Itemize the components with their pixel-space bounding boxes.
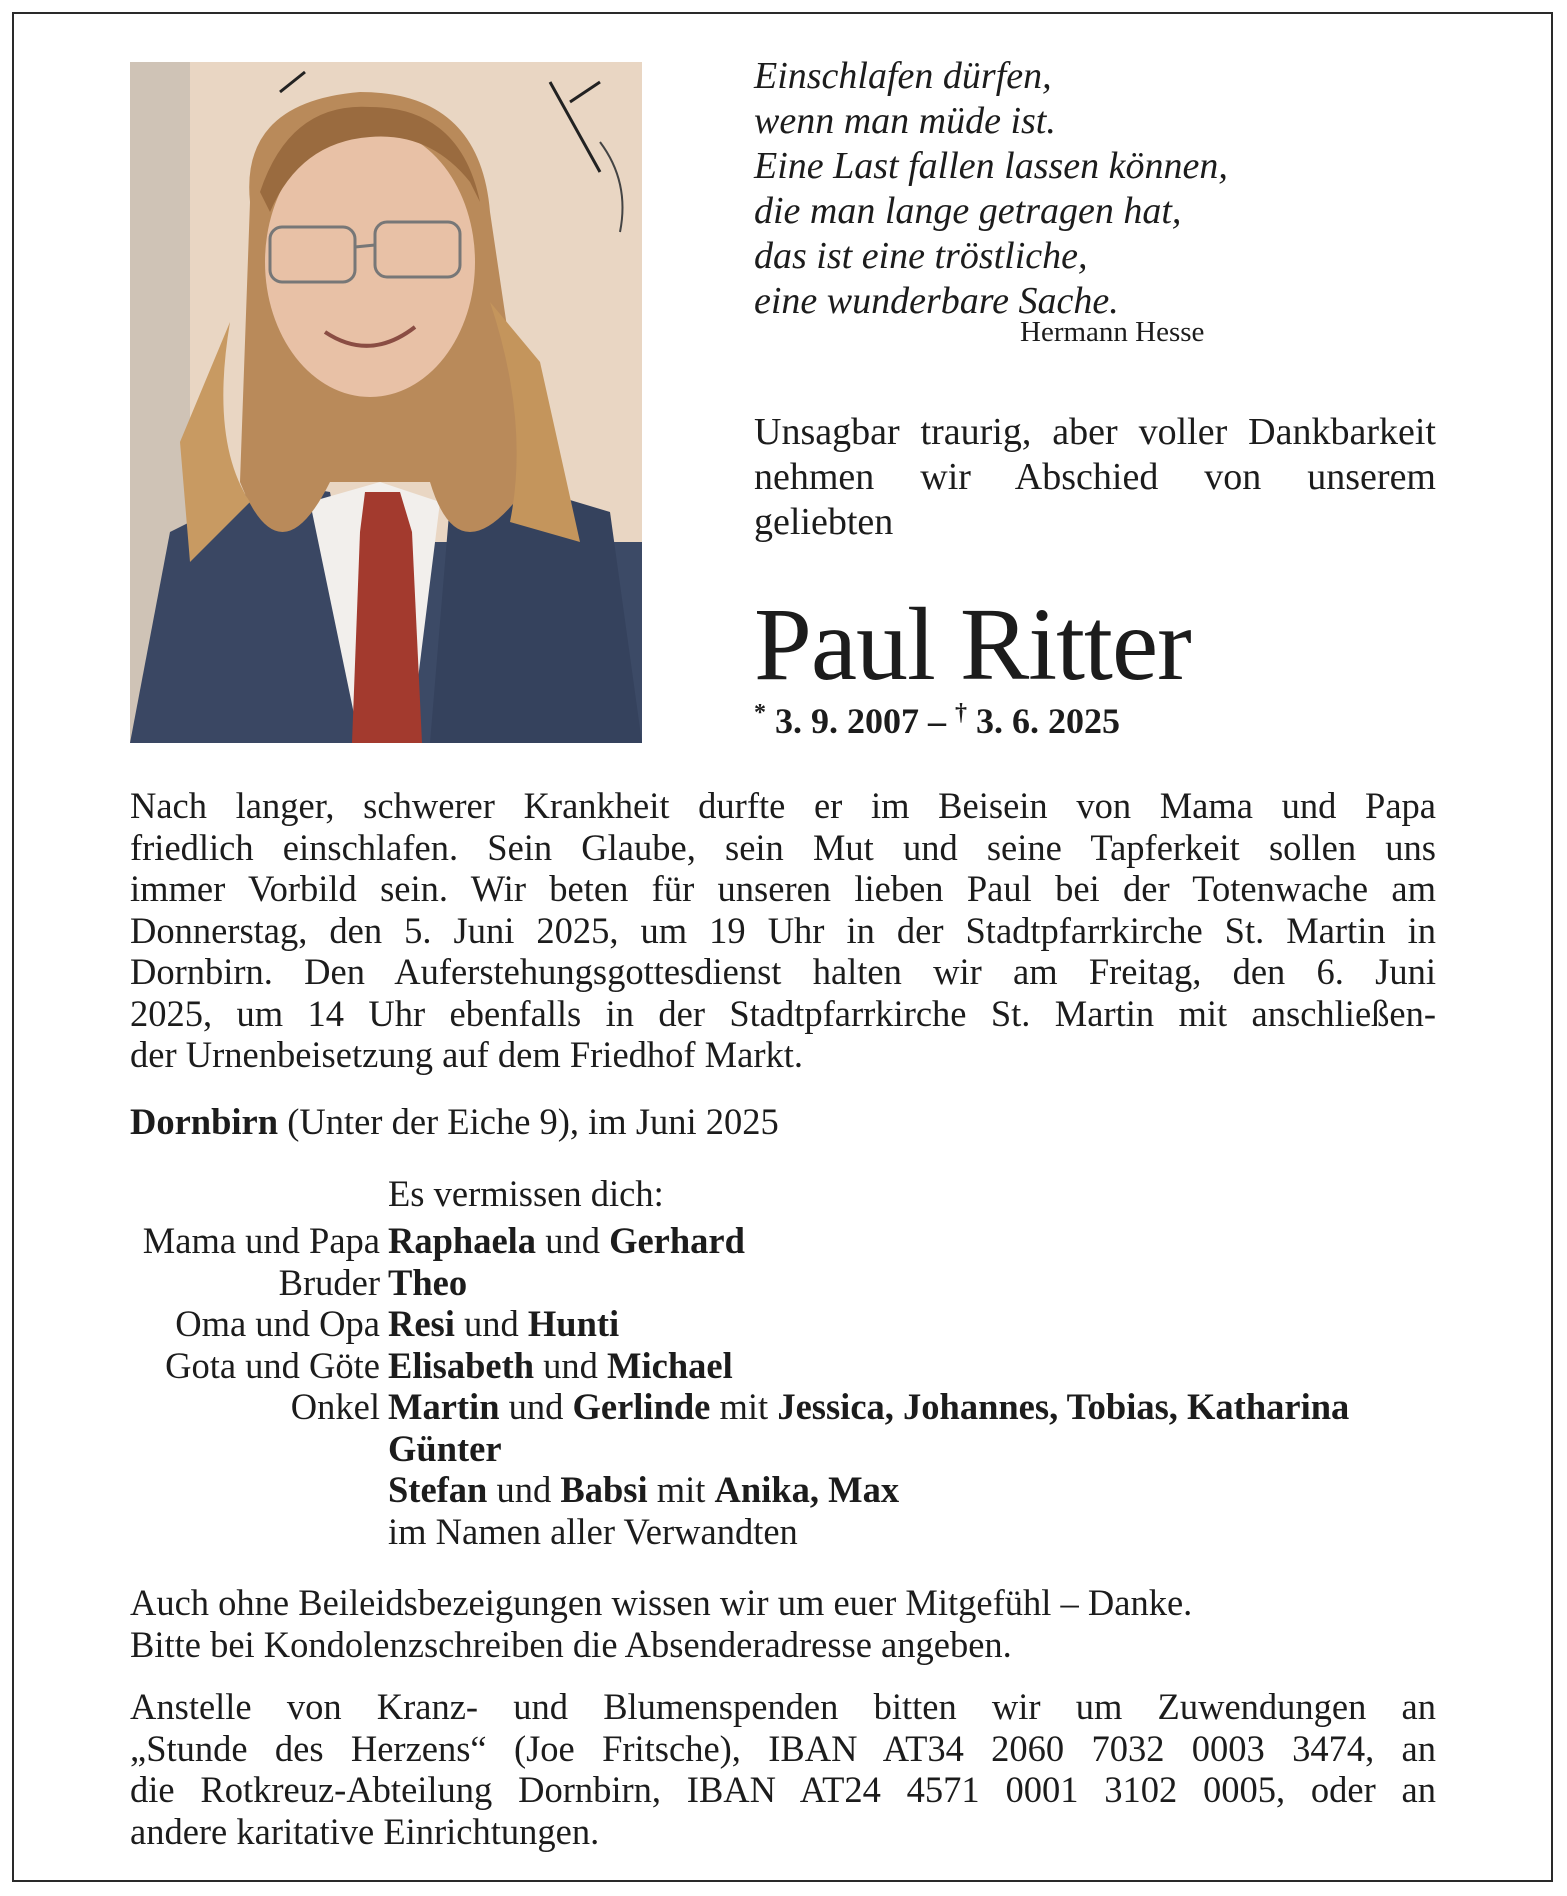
portrait-photo bbox=[130, 62, 642, 743]
family-member-name: Gerhard bbox=[609, 1220, 745, 1261]
family-member-name: Martin bbox=[388, 1386, 500, 1427]
family-member-name: Theo bbox=[388, 1261, 468, 1303]
family-member-name: Stefan bbox=[388, 1469, 488, 1510]
family-names bbox=[388, 1428, 502, 1470]
family-member-name: Jessica, Johannes, Tobias, Katharina bbox=[777, 1386, 1350, 1427]
family-relation: Gota und Göte bbox=[165, 1344, 380, 1386]
family-relation: Bruder bbox=[278, 1261, 380, 1303]
poem-line: die man lange getragen hat, bbox=[754, 190, 1182, 232]
thanks-line: Bitte bei Kondolenzschreiben die Absenderadresse angeben. bbox=[130, 1623, 1012, 1665]
family-row bbox=[0, 1386, 1567, 1428]
body-line: Dornbirn. Den Auferstehungsgottesdienst halten wir am Freitag, den 6. Juni bbox=[130, 951, 1436, 992]
intro-text: Unsagbar traurig, aber voller Dankbarkeit nehmen wir Abschied von unserem geliebten bbox=[754, 411, 1436, 543]
life-dates bbox=[754, 700, 1120, 742]
family-names bbox=[388, 1303, 619, 1345]
family-member-name: Hunti bbox=[527, 1303, 620, 1344]
donation-line: Anstelle von Kranz- und Blumenspenden bitten wir um Zuwendungen an bbox=[130, 1686, 1436, 1727]
poem-line: Eine Last fallen lassen können, bbox=[754, 145, 1228, 187]
death-date: 3. 6. 2025 bbox=[976, 701, 1120, 741]
family-names bbox=[388, 1220, 745, 1262]
body-line: friedlich einschlafen. Sein Glaube, sein Mut und seine Tapferkeit sollen uns bbox=[130, 826, 1436, 868]
body-line: der Urnenbeisetzung auf dem Friedhof Markt. bbox=[130, 1034, 804, 1075]
family-row bbox=[0, 1262, 1567, 1304]
family-member-name: Michael bbox=[607, 1344, 733, 1386]
family-relation: Onkel bbox=[290, 1386, 380, 1427]
family-member-name: Günter bbox=[388, 1427, 502, 1469]
family-member-name: Elisabeth bbox=[388, 1344, 535, 1386]
date-separator: – bbox=[928, 701, 946, 741]
family-member-name: Babsi bbox=[560, 1469, 648, 1510]
family-names bbox=[388, 1469, 899, 1511]
poem-line: eine wunderbare Sache. bbox=[754, 280, 1119, 322]
poem-line: wenn man müde ist. bbox=[754, 100, 1056, 142]
family-connector: und bbox=[454, 1303, 528, 1344]
family-connector: und bbox=[487, 1469, 561, 1510]
family-relation: Mama und Papa bbox=[142, 1220, 380, 1261]
donation-line: andere karitative Einrichtungen. bbox=[130, 1810, 600, 1852]
family-member-name: Resi bbox=[388, 1303, 455, 1344]
poem-line: Einschlafen dürfen, bbox=[754, 55, 1052, 97]
thanks-text bbox=[130, 1582, 1192, 1665]
family-list bbox=[0, 1220, 1567, 1552]
family-connector: und bbox=[536, 1220, 610, 1261]
family-relation: Oma und Opa bbox=[175, 1303, 380, 1344]
family-row bbox=[0, 1303, 1567, 1345]
family-row bbox=[0, 1428, 1567, 1470]
family-member-name: Gerlinde bbox=[572, 1386, 711, 1427]
poem-line: das ist eine tröstliche, bbox=[754, 235, 1088, 277]
body-line: 2025, um 14 Uhr ebenfalls in der Stadtpfarrkirche St. Martin mit anschließen- bbox=[130, 992, 1436, 1034]
poem bbox=[754, 54, 1314, 324]
family-row bbox=[0, 1220, 1567, 1262]
place-date-line bbox=[130, 1100, 779, 1143]
family-row bbox=[0, 1469, 1567, 1511]
birth-symbol: * bbox=[754, 700, 766, 726]
family-connector: mit bbox=[710, 1386, 778, 1427]
family-member-name: Anika, Max bbox=[714, 1469, 900, 1510]
family-row bbox=[0, 1345, 1567, 1387]
family-names bbox=[388, 1262, 467, 1304]
deceased-name: Paul Ritter bbox=[754, 587, 1191, 702]
family-member-name: Raphaela bbox=[388, 1220, 537, 1261]
body-line: Donnerstag, den 5. Juni 2025, um 19 Uhr in der Stadtpfarrkirche St. Martin in bbox=[130, 909, 1436, 951]
family-names bbox=[388, 1345, 733, 1387]
family-connector: und bbox=[499, 1386, 573, 1427]
donation-request bbox=[130, 1686, 1436, 1852]
family-row bbox=[0, 1511, 1567, 1553]
family-names bbox=[388, 1386, 1349, 1428]
body-line: Nach langer, schwerer Krankheit durfte er im Beisein von Mama und Papa bbox=[130, 785, 1436, 826]
donation-line: „Stunde des Herzens“ (Joe Fritsche), IBAN AT34 2060 7032 0003 3474, an bbox=[130, 1727, 1436, 1769]
death-symbol: † bbox=[955, 700, 967, 726]
funeral-details bbox=[130, 785, 1436, 1076]
family-connector: mit bbox=[647, 1469, 715, 1510]
place-rest: (Unter der Eiche 9), im Juni 2025 bbox=[278, 1101, 779, 1142]
place-city: Dornbirn bbox=[130, 1101, 279, 1142]
birth-date: 3. 9. 2007 bbox=[775, 701, 919, 741]
body-line: immer Vorbild sein. Wir beten für unseren lieben Paul bei der Totenwache am bbox=[130, 868, 1436, 909]
family-names bbox=[388, 1511, 798, 1553]
donation-line: die Rotkreuz-Abteilung Dornbirn, IBAN AT24 4571 0001 3102 0005, oder an bbox=[130, 1769, 1436, 1810]
thanks-line: Auch ohne Beileidsbezeigungen wissen wir um euer Mitgefühl – Danke. bbox=[130, 1582, 1193, 1623]
poem-author: Hermann Hesse bbox=[1020, 316, 1205, 348]
portrait-illustration bbox=[130, 62, 642, 743]
family-connector: im Namen aller Verwandten bbox=[388, 1510, 798, 1552]
mourners-heading: Es vermissen dich: bbox=[388, 1173, 664, 1214]
family-connector: und bbox=[534, 1344, 608, 1386]
